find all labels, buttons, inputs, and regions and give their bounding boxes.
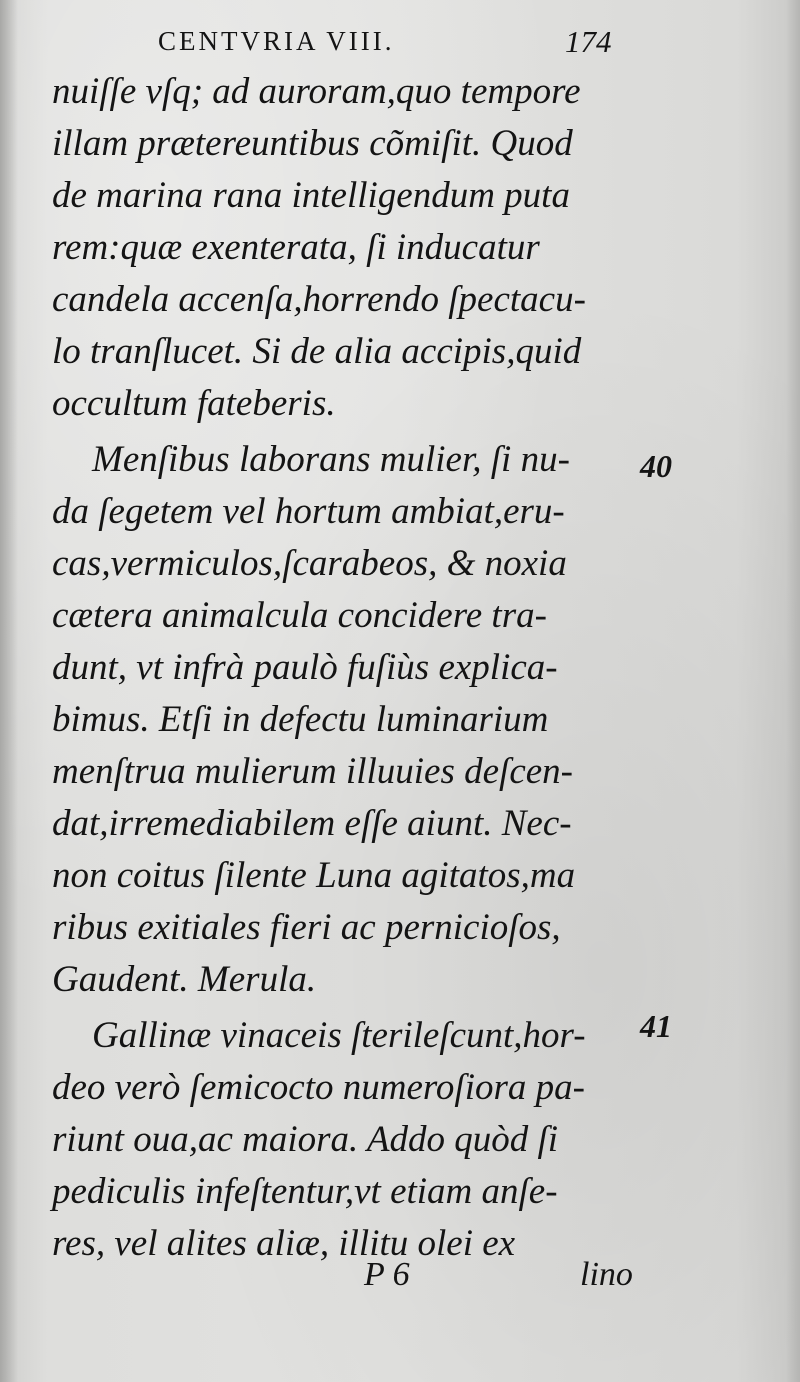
text-line: ribus exitiales fieri ac pernicioſos, [52,907,561,948]
catchword: lino [580,1256,633,1293]
text-line: illam prætereuntibus cõmiſit. Quod [52,123,573,164]
margin-section-number: 41 [640,1008,672,1044]
text-line: de marina rana intelligendum puta [52,175,570,216]
text-line: candela accenſa,horrendo ſpectacu- [52,279,586,320]
page-edge-shadow [786,0,800,1382]
text-line: occultum fateberis. [52,383,336,424]
page-number: 174 [565,24,612,59]
text-line: rem:quæ exenterata, ſi inducatur [52,227,540,268]
page-gutter-shadow [0,0,18,1382]
text-line: cas,vermiculos,ſcarabeos, & noxia [52,543,567,584]
running-head: CENTVRIA VIII. [158,26,395,56]
text-line: lo tranſlucet. Si de alia accipis,quid [52,331,582,372]
text-line: res, vel alites aliæ, illitu olei ex [52,1223,516,1264]
text-line: riunt oua,ac maiora. Addo quòd ſi [52,1119,559,1160]
page-header [0,22,800,62]
signature-mark: P 6 [364,1256,410,1293]
text-line: cætera animalcula concidere tra- [52,595,547,636]
text-line: pediculis infeſtentur,vt etiam anſe- [52,1171,558,1212]
text-line: deo verò ſemicocto numeroſiora pa- [52,1067,585,1108]
text-line: Gaudent. Merula. [52,959,317,1000]
text-line: Gallinæ vinaceis ſterileſcunt,hor- [92,1015,586,1056]
text-line: non coitus ſilente Luna agitatos,ma [52,855,576,896]
text-line: dunt, vt infrà paulò fuſiùs explica- [52,647,558,688]
text-line: dat,irremediabilem eſſe aiunt. Nec- [52,803,572,844]
text-line: Menſibus laborans mulier, ſi nu- [92,439,570,480]
text-line: nuiſſe vſq; ad auroram,quo tempore [52,71,581,112]
text-line: bimus. Etſi in defectu luminarium [52,699,549,740]
margin-section-number: 40 [640,448,672,484]
text-line: da ſegetem vel hortum ambiat,eru- [52,491,565,532]
text-line: menſtrua mulierum illuuies deſcen- [52,751,573,792]
